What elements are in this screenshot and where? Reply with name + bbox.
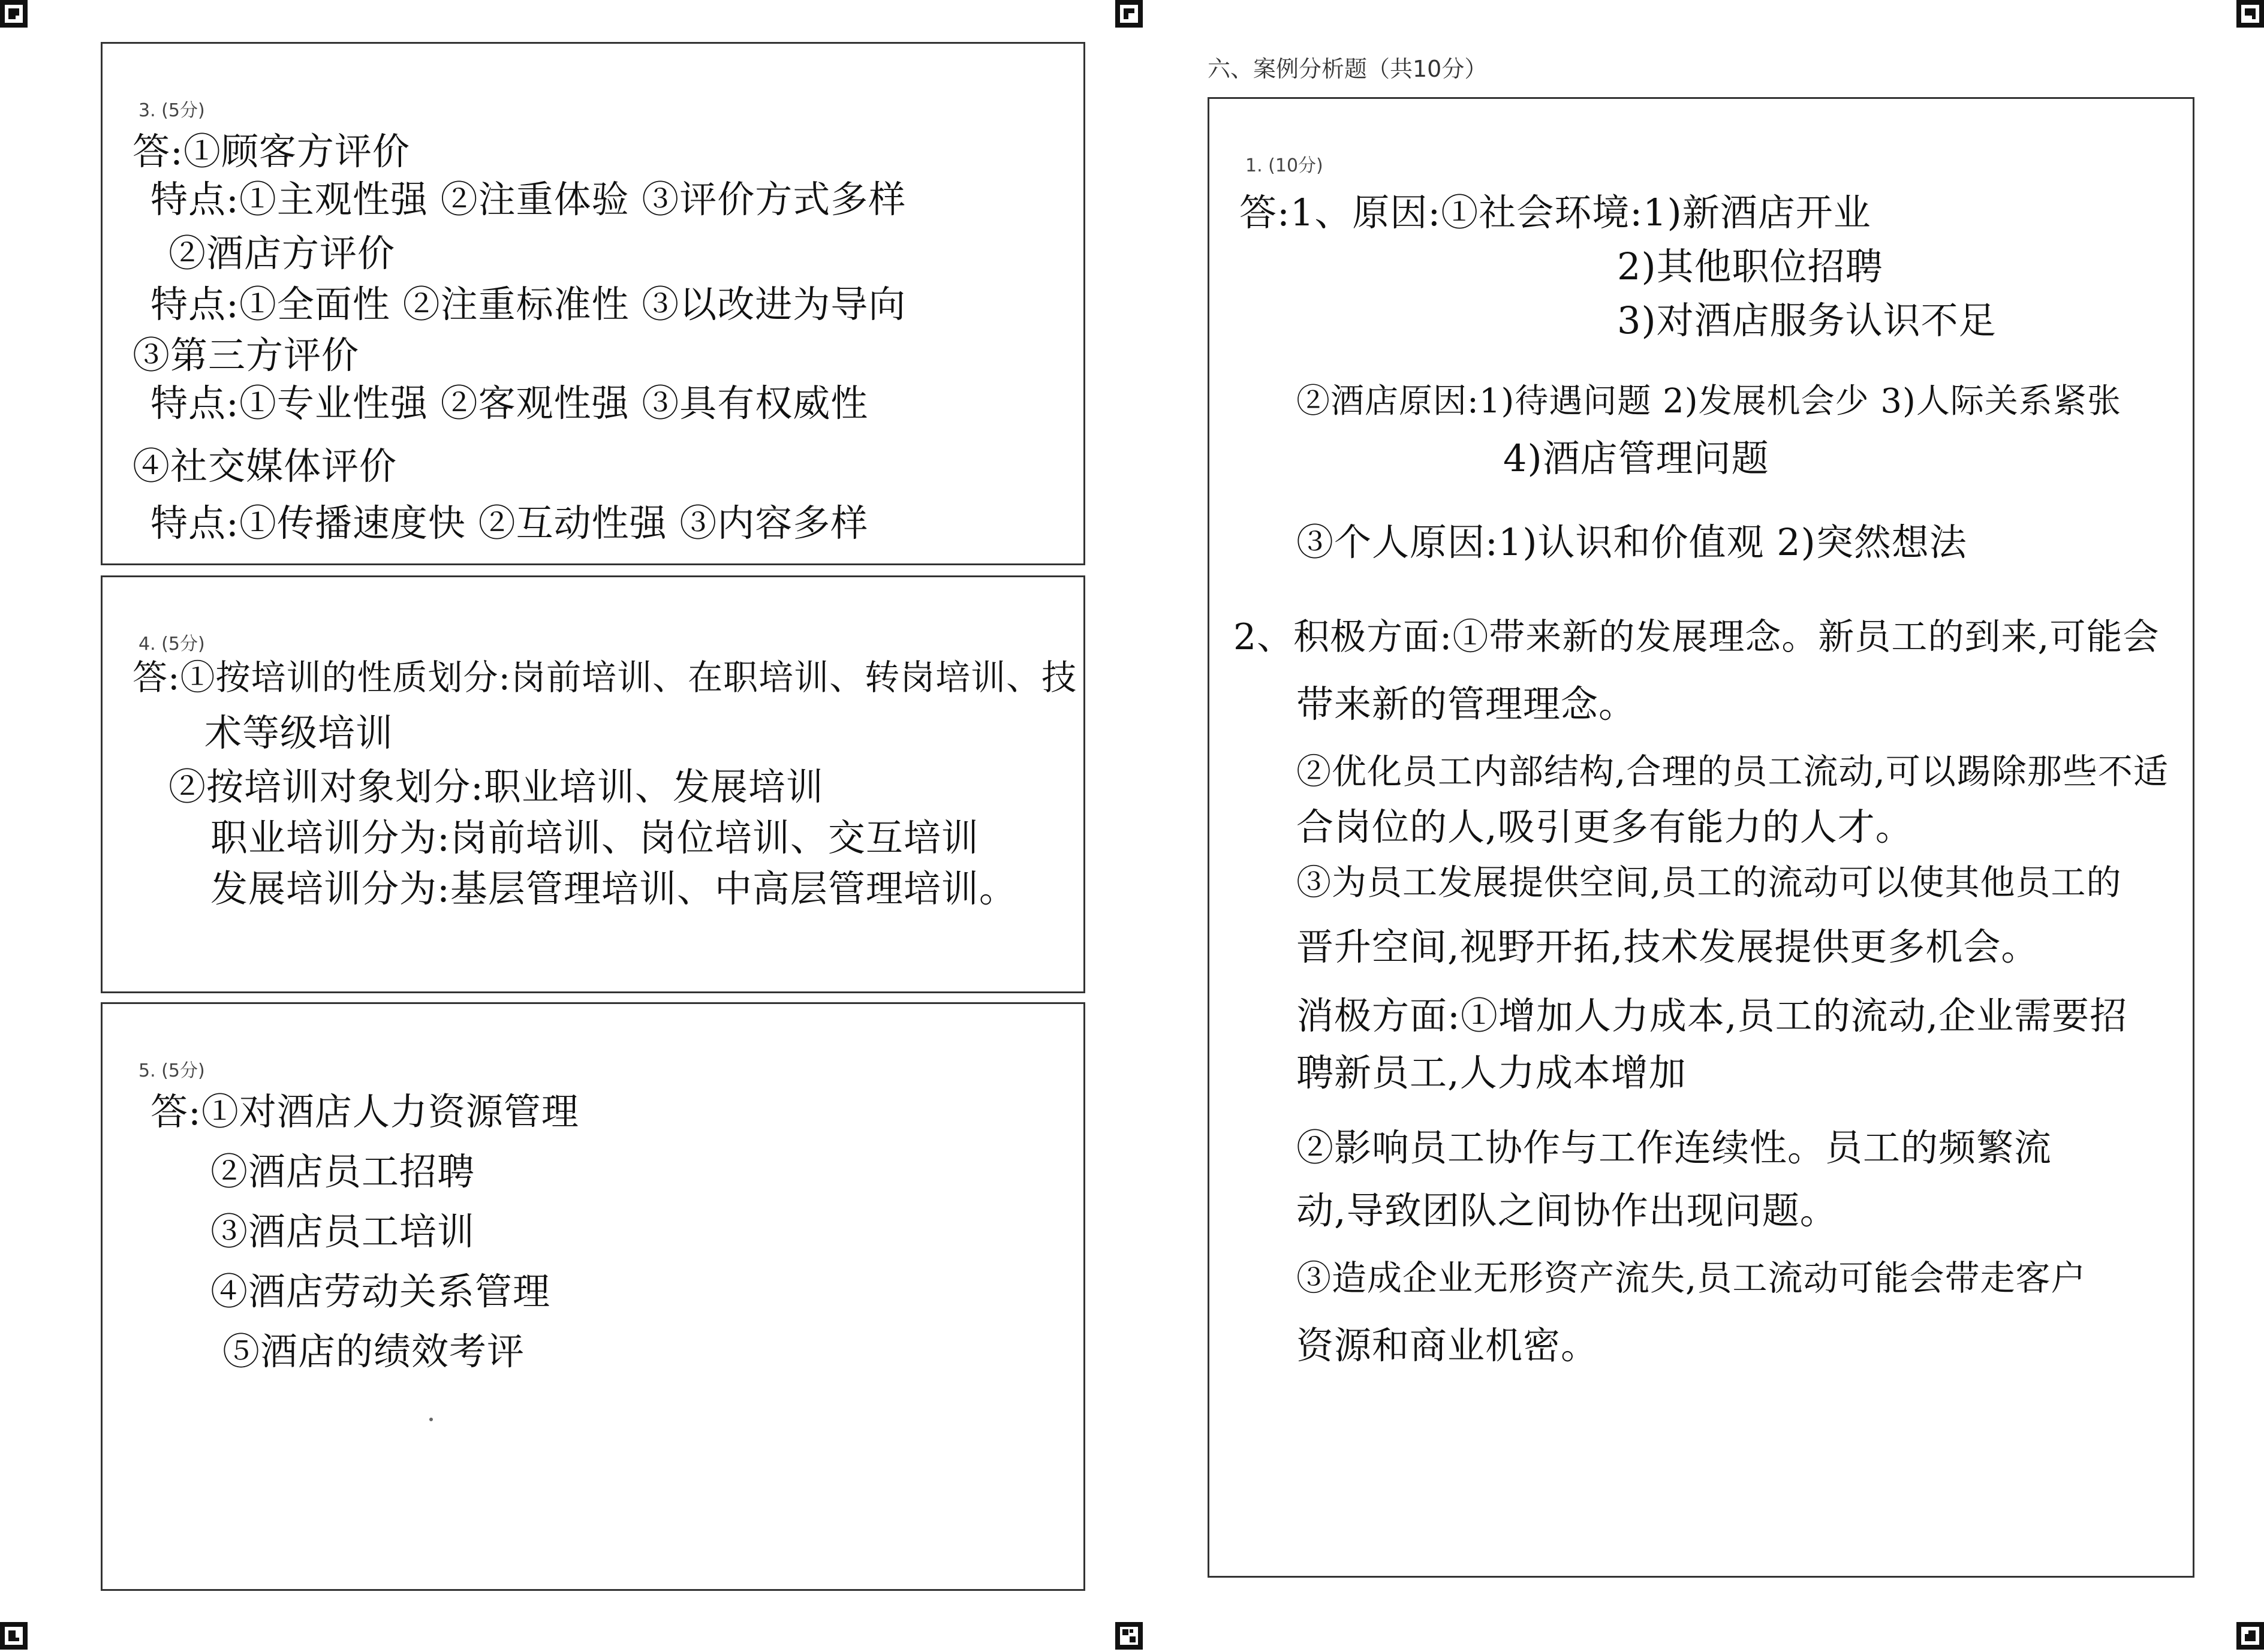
answer-line: ③为员工发展提供空间,员工的流动可以使其他员工的 <box>1296 862 2122 903</box>
answer-line: ③酒店员工培训 <box>210 1210 475 1253</box>
answer-line: 特点:①主观性强 ②注重体验 ③评价方式多样 <box>150 177 907 221</box>
answer-line: ④社交媒体评价 <box>133 444 398 488</box>
answer-line: 2、积极方面:①带来新的发展理念。新员工的到来,可能会 <box>1233 616 2160 658</box>
answer-line: 晋升空间,视野开拓,技术发展提供更多机会。 <box>1296 925 2039 969</box>
answer-box-q5 <box>101 1002 1085 1591</box>
answer-line: 答:①顾客方评价 <box>133 129 410 173</box>
answer-line: 合岗位的人,吸引更多有能力的人才。 <box>1296 805 1913 849</box>
registration-mark-top-left <box>0 0 28 28</box>
question-label: 5. (5分) <box>139 1060 205 1081</box>
question-label: 3. (5分) <box>139 100 205 121</box>
answer-line: ③造成企业无形资产流失,员工流动可能会带走客户 <box>1296 1258 2087 1298</box>
answer-line: 带来新的管理理念。 <box>1296 682 1637 726</box>
registration-mark-bottom-right <box>2236 1622 2264 1650</box>
answer-line: 消极方面:①增加人力成本,员工的流动,企业需要招 <box>1296 994 2128 1038</box>
registration-mark-bottom-center <box>1115 1622 1143 1650</box>
answer-line: 聘新员工,人力成本增加 <box>1296 1051 1687 1095</box>
registration-mark-top-center <box>1115 0 1143 28</box>
answer-line: 职业培训分为:岗前培训、岗位培训、交互培训 <box>210 816 979 860</box>
question-label: 1. (10分) <box>1245 155 1323 176</box>
stray-mark <box>429 1418 433 1421</box>
answer-line: 特点:①全面性 ②注重标准性 ③以改进为导向 <box>150 282 907 326</box>
answer-line: ③个人原因:1)认识和价值观 2)突然想法 <box>1296 520 1967 564</box>
answer-line: 3)对酒店服务认识不足 <box>1617 299 1997 342</box>
answer-line: ②优化员工内部结构,合理的员工流动,可以踢除那些不适 <box>1296 751 2169 792</box>
answer-line: ②酒店原因:1)待遇问题 2)发展机会少 3)人际关系紧张 <box>1296 382 2121 421</box>
answer-box-q3 <box>101 42 1085 565</box>
answer-line: 答:1、原因:①社会环境:1)新酒店开业 <box>1239 191 1871 234</box>
answer-line: 资源和商业机密。 <box>1296 1324 1599 1367</box>
question-label: 4. (5分) <box>139 634 205 655</box>
answer-line: ②酒店员工招聘 <box>210 1150 475 1193</box>
answer-line: 动,导致团队之间协作出现问题。 <box>1296 1189 1838 1232</box>
registration-mark-top-right <box>2236 0 2264 28</box>
answer-box-case-q1 <box>1208 97 2194 1578</box>
registration-mark-bottom-left <box>0 1622 28 1650</box>
answer-line: ②按培训对象划分:职业培训、发展培训 <box>168 765 824 809</box>
answer-line: ④酒店劳动关系管理 <box>210 1270 551 1313</box>
section-title: 六、案例分析题（共10分） <box>1208 56 1488 82</box>
answer-line: 2)其他职位招聘 <box>1617 245 1883 288</box>
answer-line: 答:①对酒店人力资源管理 <box>150 1090 579 1134</box>
answer-line: 术等级培训 <box>204 711 394 755</box>
answer-line: 发展培训分为:基层管理培训、中高层管理培训。 <box>210 867 1017 911</box>
answer-box-q4 <box>101 575 1085 993</box>
answer-line: 4)酒店管理问题 <box>1503 436 1769 480</box>
answer-line: 特点:①传播速度快 ②互动性强 ③内容多样 <box>150 501 869 545</box>
answer-line: ③第三方评价 <box>133 333 360 377</box>
answer-line: 答:①按培训的性质划分:岗前培训、在职培训、转岗培训、技 <box>133 657 1077 698</box>
answer-line: 特点:①专业性强 ②客观性强 ③具有权威性 <box>150 381 869 425</box>
answer-line: ⑤酒店的绩效考评 <box>222 1330 525 1373</box>
answer-line: ②影响员工协作与工作连续性。员工的频繁流 <box>1296 1126 2052 1169</box>
answer-line: ②酒店方评价 <box>168 231 396 275</box>
